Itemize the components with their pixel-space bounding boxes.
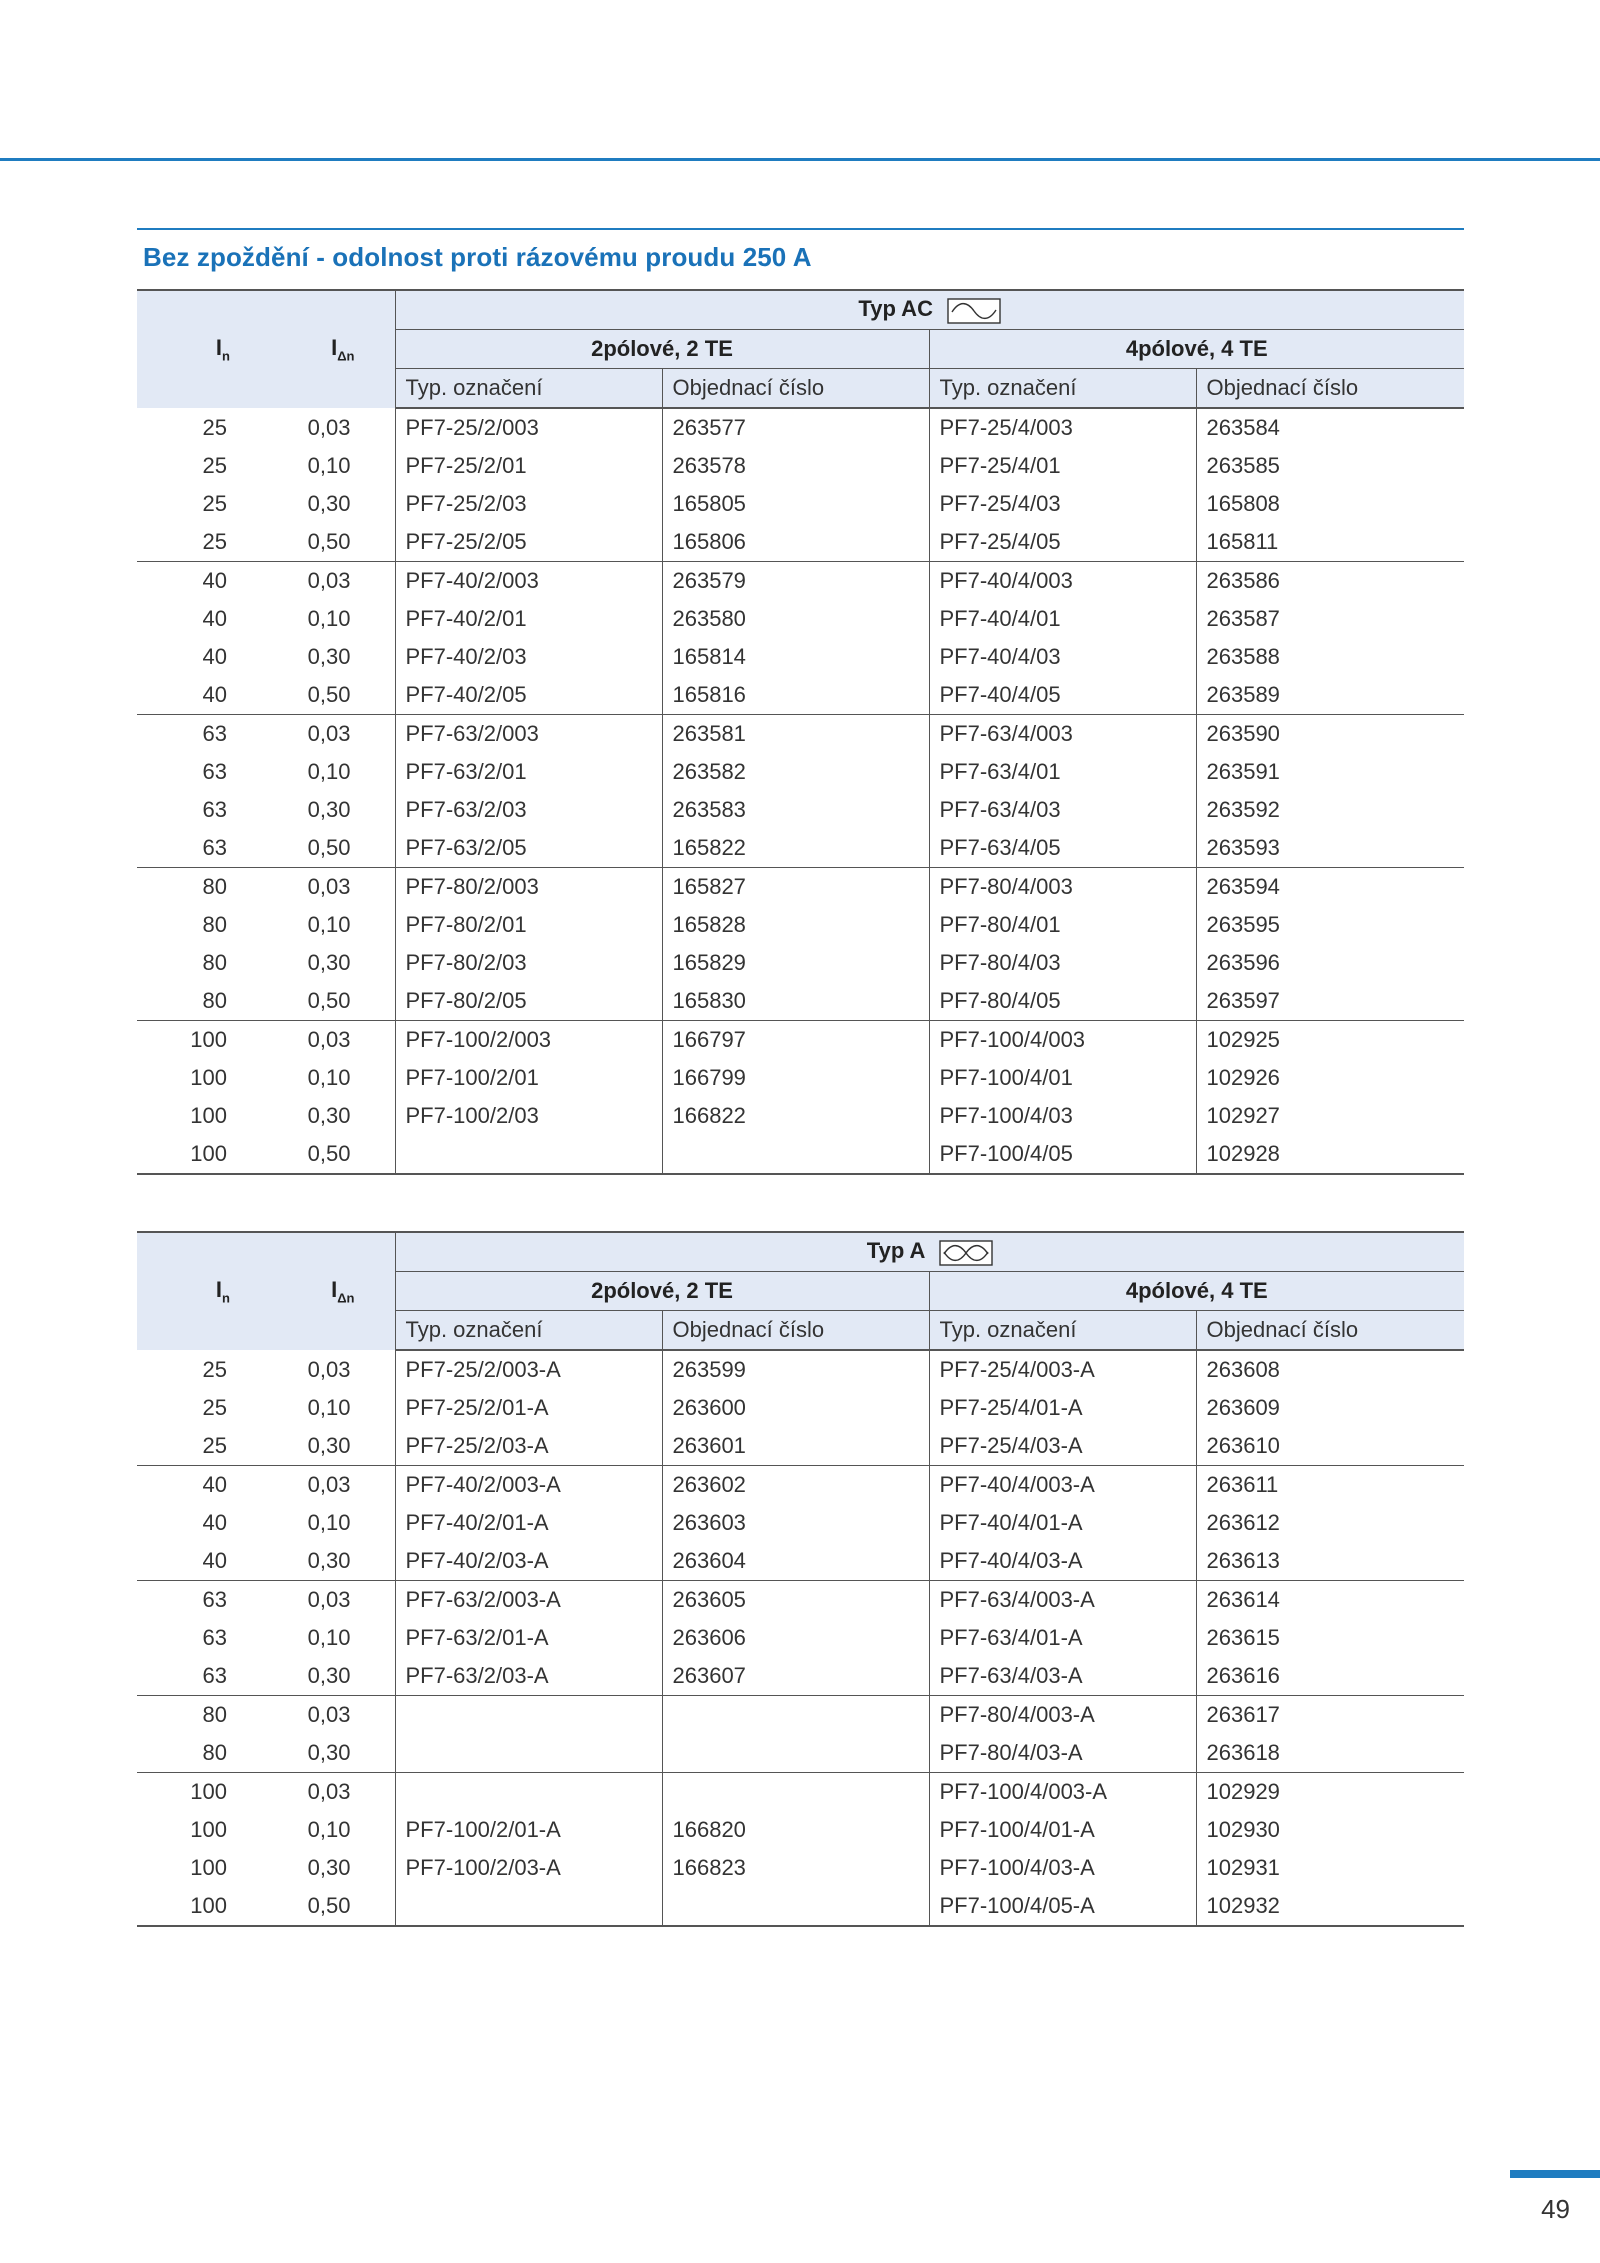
table-row [137,638,1464,676]
subheader-type: Typ. označení [395,369,662,409]
order-number-2pole-cell [662,1734,929,1773]
rated-current-cell: 40 [137,1466,254,1505]
order-number-2pole-cell: 165829 [662,944,929,982]
type-header [395,1232,1464,1272]
order-number-2pole-cell: 166799 [662,1059,929,1097]
table-row [137,1504,1464,1542]
rated-current-cell: 40 [202,606,227,631]
order-number-4pole-cell: 263617 [1196,1696,1464,1735]
order-number-2pole-cell [662,1887,929,1926]
order-number-2pole-cell: 165827 [662,868,929,907]
subheader-order: Objednací číslo [662,369,929,409]
order-number-2pole-cell: 263580 [662,600,929,638]
residual-current-cell: 0,10 [307,759,351,784]
table-row [137,1657,1464,1696]
type-designation-2pole-cell: PF7-63/2/03 [395,791,662,829]
subheader-type: Typ. označení [929,369,1196,409]
header-4pole: 4pólové, 4 TE [929,330,1464,369]
type-designation-4pole-cell: PF7-25/4/003-A [929,1350,1196,1389]
type-designation-2pole-cell [395,1696,662,1735]
rated-current-cell: 100 [137,1135,254,1174]
type-designation-4pole-cell: PF7-63/4/01-A [929,1619,1196,1657]
type-designation-2pole-cell: PF7-100/2/01 [395,1059,662,1097]
type-designation-4pole-cell: PF7-80/4/01 [929,906,1196,944]
table-row [137,1887,1464,1926]
section-title: Bez zpoždění - odolnost proti rázovému proudu 250 A [143,242,812,272]
table-row [137,1734,1464,1773]
type-designation-2pole-cell: PF7-63/2/01-A [395,1619,662,1657]
residual-current-cell: 0,30 [307,1433,351,1458]
order-number-4pole-cell: 263591 [1196,753,1464,791]
rated-current-cell: 80 [202,912,227,937]
order-number-4pole-cell: 263593 [1196,829,1464,868]
residual-current-cell: 0,03 [254,868,395,907]
order-number-4pole-cell: 263618 [1196,1734,1464,1773]
order-number-2pole-cell: 263583 [662,791,929,829]
type-designation-4pole-cell: PF7-25/4/003 [929,408,1196,447]
type-designation-2pole-cell: PF7-25/2/01 [395,447,662,485]
residual-current-cell: 0,50 [307,682,351,707]
order-number-2pole-cell: 166820 [662,1811,929,1849]
table-row [137,1350,1464,1389]
order-number-4pole-cell: 102929 [1196,1773,1464,1812]
type-designation-4pole-cell: PF7-40/4/05 [929,676,1196,715]
order-number-4pole-cell: 263608 [1196,1350,1464,1389]
type-designation-4pole-cell: PF7-80/4/03 [929,944,1196,982]
residual-current-cell: 0,03 [254,1773,395,1812]
rated-current-cell: 63 [202,759,227,784]
header-4pole: 4pólové, 4 TE [929,1272,1464,1311]
table-row [137,1811,1464,1849]
type-designation-4pole-cell: PF7-100/4/01 [929,1059,1196,1097]
residual-current-cell: 0,10 [307,1625,351,1650]
order-number-4pole-cell: 102930 [1196,1811,1464,1849]
rated-current-cell: 100 [137,1887,254,1926]
type-designation-4pole-cell: PF7-40/4/01-A [929,1504,1196,1542]
table-row [137,753,1464,791]
residual-current-cell: 0,03 [307,414,351,440]
order-number-2pole-cell [662,1696,929,1735]
residual-current-cell: 0,10 [307,606,351,631]
order-number-2pole-cell [662,1773,929,1812]
type-designation-2pole-cell: PF7-25/2/01-A [395,1389,662,1427]
residual-current-cell: 0,03 [307,1356,351,1382]
sine-wave-icon [947,298,1001,324]
type-designation-4pole-cell: PF7-80/4/03-A [929,1734,1196,1773]
type-designation-4pole-cell: PF7-63/4/03 [929,791,1196,829]
order-number-2pole-cell: 263579 [662,562,929,601]
residual-current-cell: 0,10 [307,453,351,478]
order-number-4pole-cell: 263615 [1196,1619,1464,1657]
table-row [137,447,1464,485]
type-designation-4pole-cell: PF7-25/4/03 [929,485,1196,523]
residual-current-cell: 0,30 [307,1740,351,1765]
residual-current-cell: 0,50 [307,529,351,554]
subheader-type: Typ. označení [395,1311,662,1351]
type-designation-2pole-cell: PF7-40/2/05 [395,676,662,715]
rated-current-cell: 80 [202,988,227,1013]
order-number-4pole-cell: 263612 [1196,1504,1464,1542]
residual-current-cell: 0,30 [307,1855,351,1880]
col-header-in: $I_n$ [137,290,254,408]
type-designation-4pole-cell: PF7-40/4/003-A [929,1466,1196,1505]
type-designation-2pole-cell [395,1887,662,1926]
rated-current-cell: 25 [202,529,227,554]
type-designation-4pole-cell: PF7-63/4/01 [929,753,1196,791]
type-designation-2pole-cell: PF7-25/2/03-A [395,1427,662,1466]
type-designation-2pole-cell: PF7-40/2/003-A [395,1466,662,1505]
residual-current-cell: 0,30 [307,491,351,516]
table-row [137,1619,1464,1657]
rated-current-cell: 80 [137,868,254,907]
col-header-idn: $I_{\Delta n}$ [254,290,395,408]
table-row [137,715,1464,754]
order-number-4pole-cell: 263584 [1196,408,1464,447]
rated-current-cell: 40 [202,644,227,669]
type-designation-4pole-cell: PF7-100/4/003-A [929,1773,1196,1812]
order-number-4pole-cell: 263611 [1196,1466,1464,1505]
rated-current-cell: 25 [202,1356,227,1382]
type-designation-2pole-cell [395,1773,662,1812]
rated-current-cell: 25 [202,1433,227,1458]
type-designation-2pole-cell: PF7-100/2/03 [395,1097,662,1135]
rated-current-cell: 40 [202,1510,227,1535]
table-row [137,408,1464,447]
table-row [137,944,1464,982]
type-designation-4pole-cell: PF7-80/4/003-A [929,1696,1196,1735]
table-row [137,1696,1464,1735]
type-designation-4pole-cell: PF7-25/4/05 [929,523,1196,562]
top-rule [0,158,1600,161]
order-number-2pole-cell: 263602 [662,1466,929,1505]
order-number-4pole-cell: 263594 [1196,868,1464,907]
rated-current-cell: 40 [202,1548,227,1573]
rated-current-cell: 80 [202,1740,227,1765]
rated-current-cell: 40 [137,562,254,601]
order-number-2pole-cell: 165816 [662,676,929,715]
type-designation-4pole-cell: PF7-100/4/003 [929,1021,1196,1060]
order-number-4pole-cell: 102932 [1196,1887,1464,1926]
type-designation-4pole-cell: PF7-40/4/03 [929,638,1196,676]
table-row [137,1135,1464,1174]
rated-current-cell: 63 [202,1625,227,1650]
type-designation-2pole-cell: PF7-25/2/003 [395,408,662,447]
type-designation-2pole-cell: PF7-80/2/003 [395,868,662,907]
type-designation-4pole-cell: PF7-100/4/05 [929,1135,1196,1174]
table-row [137,1542,1464,1581]
type-designation-2pole-cell [395,1734,662,1773]
type-designation-2pole-cell: PF7-63/2/01 [395,753,662,791]
rated-current-cell: 63 [137,1581,254,1620]
order-number-2pole-cell: 166823 [662,1849,929,1887]
type-designation-2pole-cell: PF7-40/2/003 [395,562,662,601]
type-designation-2pole-cell: PF7-63/2/05 [395,829,662,868]
residual-current-cell: 0,50 [254,1887,395,1926]
table-row [137,791,1464,829]
order-number-4pole-cell: 263610 [1196,1427,1464,1466]
order-number-4pole-cell: 263613 [1196,1542,1464,1581]
order-number-2pole-cell: 165814 [662,638,929,676]
order-number-2pole-cell: 263599 [662,1350,929,1389]
order-number-4pole-cell: 102927 [1196,1097,1464,1135]
col-header-idn: $I_{\Delta n}$ [254,1232,395,1350]
order-number-2pole-cell: 263581 [662,715,929,754]
rated-current-cell: 80 [202,950,227,975]
order-number-4pole-cell: 102928 [1196,1135,1464,1174]
residual-current-cell: 0,30 [307,1103,351,1128]
header-2pole: 2pólové, 2 TE [395,330,929,369]
table-row [137,906,1464,944]
order-number-4pole-cell: 102926 [1196,1059,1464,1097]
table-typ-a [137,1231,1464,1927]
residual-current-cell: 0,10 [307,1395,351,1420]
residual-current-cell: 0,10 [307,912,351,937]
type-designation-4pole-cell: PF7-63/4/05 [929,829,1196,868]
page-marker-bar [1510,2170,1600,2178]
order-number-2pole-cell: 263601 [662,1427,929,1466]
residual-current-cell: 0,03 [254,1466,395,1505]
rated-current-cell: 63 [202,1663,227,1688]
table-row [137,1849,1464,1887]
residual-current-cell: 0,30 [307,797,351,822]
page-number: 49 [1541,2194,1570,2224]
residual-current-cell: 0,03 [254,562,395,601]
order-number-2pole-cell: 165822 [662,829,929,868]
type-designation-4pole-cell: PF7-63/4/003-A [929,1581,1196,1620]
type-designation-2pole-cell: PF7-100/2/003 [395,1021,662,1060]
order-number-4pole-cell: 263609 [1196,1389,1464,1427]
type-designation-2pole-cell [395,1135,662,1174]
type-designation-4pole-cell: PF7-25/4/03-A [929,1427,1196,1466]
type-designation-4pole-cell: PF7-63/4/003 [929,715,1196,754]
type-label: Typ A [866,1238,925,1264]
table-row [137,1427,1464,1466]
order-number-4pole-cell: 263590 [1196,715,1464,754]
order-number-2pole-cell: 263605 [662,1581,929,1620]
residual-current-cell: 0,30 [307,1548,351,1573]
subheader-order: Objednací číslo [1196,1311,1464,1351]
rated-current-cell: 40 [202,682,227,707]
order-number-4pole-cell: 263597 [1196,982,1464,1021]
residual-current-cell: 0,50 [254,1135,395,1174]
col-header-in: $I_n$ [137,1232,254,1350]
residual-current-cell: 0,10 [307,1817,351,1842]
type-header [395,290,1464,330]
type-designation-2pole-cell: PF7-80/2/03 [395,944,662,982]
order-number-2pole-cell: 165805 [662,485,929,523]
type-designation-2pole-cell: PF7-25/2/003-A [395,1350,662,1389]
order-number-2pole-cell: 165828 [662,906,929,944]
order-number-4pole-cell: 263585 [1196,447,1464,485]
table-row [137,1581,1464,1620]
order-number-4pole-cell: 263589 [1196,676,1464,715]
table-row [137,562,1464,601]
order-number-2pole-cell: 263578 [662,447,929,485]
type-designation-2pole-cell: PF7-40/2/03 [395,638,662,676]
type-designation-2pole-cell: PF7-40/2/01-A [395,1504,662,1542]
rated-current-cell: 25 [202,1395,227,1420]
subheader-order: Objednací číslo [662,1311,929,1351]
order-number-2pole-cell: 263600 [662,1389,929,1427]
subheader-order: Objednací číslo [1196,369,1464,409]
order-number-2pole-cell: 166822 [662,1097,929,1135]
type-designation-4pole-cell: PF7-40/4/01 [929,600,1196,638]
type-designation-4pole-cell: PF7-40/4/003 [929,562,1196,601]
type-designation-4pole-cell: PF7-100/4/03-A [929,1849,1196,1887]
table-row [137,600,1464,638]
type-designation-2pole-cell: PF7-63/2/003 [395,715,662,754]
order-number-4pole-cell: 263596 [1196,944,1464,982]
table-row [137,676,1464,715]
order-number-2pole-cell: 166797 [662,1021,929,1060]
rated-current-cell: 63 [202,835,227,860]
table-row [137,523,1464,562]
type-designation-2pole-cell: PF7-25/2/05 [395,523,662,562]
residual-current-cell: 0,10 [307,1510,351,1535]
order-number-4pole-cell: 102931 [1196,1849,1464,1887]
type-designation-4pole-cell: PF7-100/4/01-A [929,1811,1196,1849]
order-number-4pole-cell: 102925 [1196,1021,1464,1060]
type-designation-2pole-cell: PF7-63/2/003-A [395,1581,662,1620]
table-row [137,1097,1464,1135]
order-number-4pole-cell: 263588 [1196,638,1464,676]
order-number-4pole-cell: 263616 [1196,1657,1464,1696]
rated-current-cell: 100 [190,1065,227,1090]
type-designation-2pole-cell: PF7-40/2/01 [395,600,662,638]
table-row [137,982,1464,1021]
type-designation-4pole-cell: PF7-80/4/05 [929,982,1196,1021]
table-row [137,1021,1464,1060]
type-designation-2pole-cell: PF7-80/2/05 [395,982,662,1021]
type-designation-4pole-cell: PF7-63/4/03-A [929,1657,1196,1696]
type-designation-2pole-cell: PF7-25/2/03 [395,485,662,523]
rated-current-cell: 100 [137,1773,254,1812]
type-designation-4pole-cell: PF7-100/4/03 [929,1097,1196,1135]
rated-current-cell: 80 [137,1696,254,1735]
table-typ-ac [137,289,1464,1175]
order-number-4pole-cell: 263614 [1196,1581,1464,1620]
type-designation-4pole-cell: PF7-80/4/003 [929,868,1196,907]
pulsating-dc-icon [939,1240,993,1266]
order-number-2pole-cell: 263604 [662,1542,929,1581]
order-number-4pole-cell: 165808 [1196,485,1464,523]
rated-current-cell: 100 [137,1021,254,1060]
order-number-4pole-cell: 263586 [1196,562,1464,601]
type-designation-4pole-cell: PF7-100/4/05-A [929,1887,1196,1926]
residual-current-cell: 0,30 [307,950,351,975]
rated-current-cell: 63 [202,797,227,822]
residual-current-cell: 0,03 [254,1581,395,1620]
type-designation-2pole-cell: PF7-100/2/03-A [395,1849,662,1887]
type-designation-4pole-cell: PF7-25/4/01-A [929,1389,1196,1427]
residual-current-cell: 0,50 [307,835,351,860]
table-row [137,829,1464,868]
order-number-2pole-cell: 165806 [662,523,929,562]
table-row [137,1059,1464,1097]
table-row [137,485,1464,523]
type-label: Typ AC [858,296,933,322]
table-row [137,868,1464,907]
rated-current-cell: 25 [202,414,227,440]
order-number-4pole-cell: 263587 [1196,600,1464,638]
order-number-4pole-cell: 263592 [1196,791,1464,829]
rated-current-cell: 63 [137,715,254,754]
order-number-4pole-cell: 263595 [1196,906,1464,944]
rated-current-cell: 25 [202,453,227,478]
residual-current-cell: 0,03 [254,1696,395,1735]
order-number-4pole-cell: 165811 [1196,523,1464,562]
order-number-2pole-cell [662,1135,929,1174]
residual-current-cell: 0,30 [307,644,351,669]
residual-current-cell: 0,03 [254,1021,395,1060]
residual-current-cell: 0,50 [307,988,351,1013]
type-designation-2pole-cell: PF7-40/2/03-A [395,1542,662,1581]
order-number-2pole-cell: 263577 [662,408,929,447]
type-designation-2pole-cell: PF7-63/2/03-A [395,1657,662,1696]
table-row [137,1773,1464,1812]
order-number-2pole-cell: 165830 [662,982,929,1021]
table-row [137,1466,1464,1505]
type-designation-4pole-cell: PF7-40/4/03-A [929,1542,1196,1581]
type-designation-2pole-cell: PF7-100/2/01-A [395,1811,662,1849]
order-number-2pole-cell: 263607 [662,1657,929,1696]
residual-current-cell: 0,30 [307,1663,351,1688]
order-number-2pole-cell: 263606 [662,1619,929,1657]
residual-current-cell: 0,03 [254,715,395,754]
table-row [137,1389,1464,1427]
rated-current-cell: 100 [190,1103,227,1128]
type-designation-2pole-cell: PF7-80/2/01 [395,906,662,944]
rated-current-cell: 100 [190,1817,227,1842]
order-number-2pole-cell: 263582 [662,753,929,791]
residual-current-cell: 0,10 [307,1065,351,1090]
rated-current-cell: 100 [190,1855,227,1880]
order-number-2pole-cell: 263603 [662,1504,929,1542]
subheader-type: Typ. označení [929,1311,1196,1351]
rated-current-cell: 25 [202,491,227,516]
section-rule [137,228,1464,230]
type-designation-4pole-cell: PF7-25/4/01 [929,447,1196,485]
header-2pole: 2pólové, 2 TE [395,1272,929,1311]
